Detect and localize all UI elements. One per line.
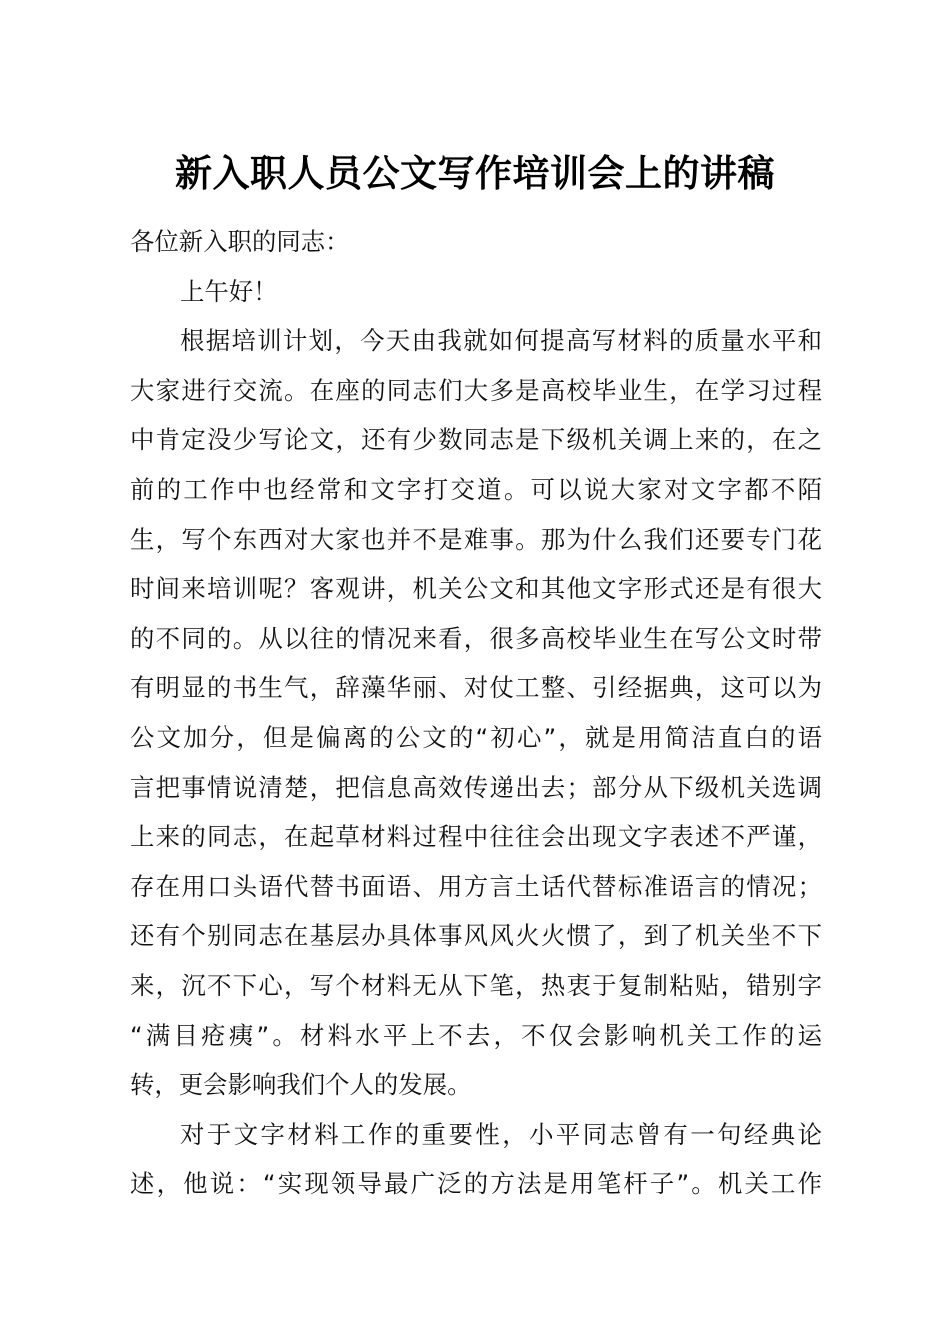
salutation-line: 各位新入职的同志：: [130, 227, 350, 256]
paragraph-line: 还有个别同志在基层办具体事风风火火惯了，到了机关坐不下: [130, 921, 822, 951]
paragraph-line: 时间来培训呢？客观讲，机关公文和其他文字形式还是有很大: [130, 574, 822, 604]
paragraph-line: 公文加分，但是偏离的公文的“初心”，就是用简洁直白的语: [130, 722, 822, 752]
paragraph-line: 根据培训计划，今天由我就如何提高写材料的质量水平和: [180, 326, 822, 356]
paragraph-line: 大家进行交流。在座的同志们大多是高校毕业生，在学习过程: [130, 375, 822, 405]
paragraph-line: 来，沉不下心，写个材料无从下笔，热衷于复制粘贴，错别字: [130, 970, 822, 1000]
paragraph-line: 对于文字材料工作的重要性，小平同志曾有一句经典论: [180, 1119, 822, 1149]
paragraph-line: 中肯定没少写论文，还有少数同志是下级机关调上来的，在之: [130, 425, 822, 455]
paragraph-line: 上来的同志，在起草材料过程中往往会出现文字表述不严谨，: [130, 822, 822, 852]
paragraph-line: 前的工作中也经常和文字打交道。可以说大家对文字都不陌: [130, 474, 822, 504]
document-title: 新入职人员公文写作培训会上的讲稿: [175, 151, 775, 195]
paragraph-line: 存在用口头语代替书面语、用方言土话代替标准语言的情况；: [130, 871, 822, 901]
paragraph-line: 转，更会影响我们个人的发展。: [130, 1070, 472, 1100]
paragraph-line: 有明显的书生气，辞藻华丽、对仗工整、引经据典，这可以为: [130, 673, 822, 703]
document-body: [130, 217, 822, 1209]
paragraph-line: 的不同的。从以往的情况来看，很多高校毕业生在写公文时带: [130, 623, 822, 653]
paragraph-line: 述，他说：“实现领导最广泛的方法是用笔杆子”。机关工作: [130, 1169, 822, 1199]
paragraph-line: 言把事情说清楚，把信息高效传递出去；部分从下级机关选调: [130, 772, 822, 802]
paragraph-line: “满目疮痍”。材料水平上不去，不仅会影响机关工作的运: [130, 1020, 822, 1050]
paragraph-line: 生，写个东西对大家也并不是难事。那为什么我们还要专门花: [130, 524, 822, 554]
greeting-line: 上午好！: [180, 276, 278, 306]
